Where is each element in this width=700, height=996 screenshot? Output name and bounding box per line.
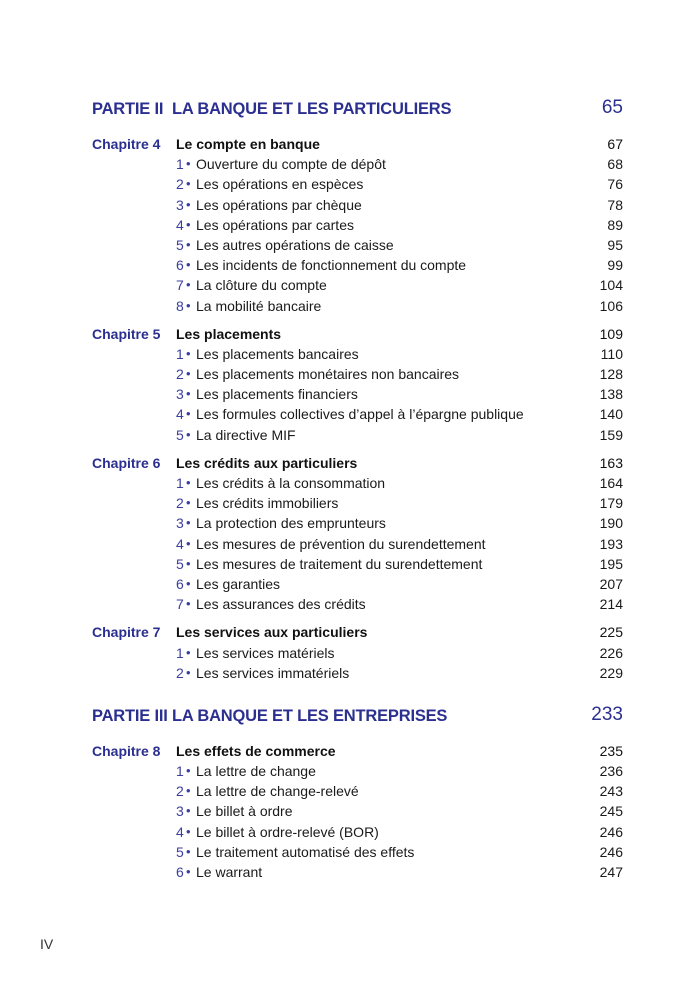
section-index: 2	[176, 366, 184, 383]
bullet-icon: •	[186, 345, 191, 361]
section-label: La clôture du compte	[196, 277, 327, 294]
section-index: 6	[176, 864, 184, 880]
section-page: 226	[599, 644, 623, 661]
section-entry[interactable]	[92, 296, 623, 316]
section-index: 5	[176, 843, 184, 860]
section-label: Les services immatériels	[196, 664, 350, 681]
section-entry[interactable]	[92, 594, 623, 614]
chapter-page: 109	[599, 325, 623, 342]
section-index: 5	[176, 236, 184, 253]
bullet-icon: •	[186, 176, 191, 192]
section-entry[interactable]	[92, 781, 623, 801]
section-page: 190	[599, 515, 623, 532]
section-label: Le warrant	[196, 864, 263, 880]
section-entry[interactable]	[92, 663, 623, 683]
section-entry[interactable]	[92, 364, 623, 384]
bullet-icon: •	[186, 216, 191, 232]
section-entry[interactable]	[92, 574, 623, 594]
section-label: Les services matériels	[196, 644, 335, 661]
section-page: 247	[599, 864, 623, 880]
section-index: 1	[176, 156, 184, 173]
section-index: 1	[176, 763, 184, 780]
section-entry[interactable]	[92, 275, 623, 295]
section-entry[interactable]	[92, 425, 623, 445]
section-label: Les crédits à la consommation	[196, 475, 386, 491]
section-entry[interactable]	[92, 801, 623, 821]
chapter-page: 235	[599, 742, 623, 759]
section-page: 78	[607, 196, 623, 213]
section-entry[interactable]	[92, 404, 623, 424]
section-page: 193	[599, 535, 623, 552]
bullet-icon: •	[186, 803, 191, 819]
section-page: 246	[599, 843, 623, 860]
section-index: 4	[176, 823, 184, 840]
section-page: 159	[599, 426, 623, 443]
section-page: 99	[607, 257, 623, 274]
section-index: 1	[176, 345, 184, 362]
section-page: 138	[599, 386, 623, 403]
section-label: Ouverture du compte de dépôt	[196, 156, 386, 173]
bullet-icon: •	[186, 515, 191, 531]
section-label: Les mesures de traitement du surendettement	[196, 555, 483, 572]
section-page: 104	[599, 277, 623, 294]
section-label: Les garanties	[196, 575, 281, 592]
section-entry[interactable]	[92, 195, 623, 215]
chapter-title: Les crédits aux particuliers	[176, 454, 358, 471]
section-entry[interactable]	[92, 534, 623, 554]
bullet-icon: •	[186, 196, 191, 212]
part-number: PARTIE II	[92, 100, 164, 118]
chapter-page: 163	[599, 454, 623, 471]
chapter-number: Chapitre 5	[92, 325, 161, 342]
table-of-contents	[92, 96, 623, 882]
section-label: Les placements bancaires	[196, 345, 359, 362]
section-index: 3	[176, 803, 184, 820]
chapter-page: 225	[599, 624, 623, 641]
chapter-title: Les services aux particuliers	[176, 624, 368, 641]
bullet-icon: •	[186, 277, 191, 293]
section-page: 246	[599, 823, 623, 840]
section-page: 110	[600, 345, 623, 362]
section-label: La mobilité bancaire	[196, 297, 322, 314]
section-label: Le billet à ordre	[196, 803, 293, 820]
bullet-icon: •	[186, 426, 191, 442]
section-page: 140	[599, 406, 623, 423]
bullet-icon: •	[186, 366, 191, 382]
section-index: 2	[176, 495, 184, 512]
bullet-icon: •	[186, 644, 191, 660]
bullet-icon: •	[186, 475, 191, 490]
bullet-icon: •	[186, 664, 191, 680]
section-index: 4	[176, 216, 184, 233]
section-entry[interactable]	[92, 643, 623, 663]
bullet-icon: •	[186, 297, 191, 313]
bullet-icon: •	[186, 555, 191, 571]
section-label: Les opérations par chèque	[196, 196, 362, 213]
section-entry[interactable]	[92, 842, 623, 862]
section-index: 4	[176, 535, 184, 552]
section-page: 95	[607, 236, 623, 253]
part-page: 233	[591, 703, 623, 725]
section-page: 164	[599, 475, 623, 491]
section-entry[interactable]	[92, 761, 623, 781]
bullet-icon: •	[186, 783, 191, 799]
section-label: La protection des emprunteurs	[196, 515, 386, 532]
section-index: 1	[176, 475, 184, 491]
section-entry[interactable]	[92, 822, 623, 842]
section-entry[interactable]	[92, 235, 623, 255]
section-index: 3	[176, 515, 184, 532]
part-title: LA BANQUE ET LES ENTREPRISES	[172, 706, 448, 725]
section-entry[interactable]	[92, 862, 623, 882]
section-entry[interactable]	[92, 554, 623, 574]
section-index: 4	[176, 406, 184, 423]
bullet-icon: •	[186, 406, 191, 422]
section-entry[interactable]	[92, 344, 623, 364]
bullet-icon: •	[186, 236, 191, 252]
section-label: Les autres opérations de caisse	[196, 236, 394, 253]
section-label: Les mesures de prévention du surendettement	[196, 535, 486, 552]
section-index: 3	[176, 386, 184, 403]
bullet-icon: •	[186, 763, 191, 779]
bullet-icon: •	[186, 257, 191, 273]
chapter-heading[interactable]	[92, 134, 623, 154]
part-page: 65	[601, 97, 623, 118]
chapter-title: Les effets de commerce	[176, 742, 336, 759]
bullet-icon: •	[186, 823, 191, 839]
chapter-heading[interactable]	[92, 741, 623, 761]
section-index: 2	[176, 783, 184, 800]
part-title: LA BANQUE ET LES PARTICULIERS	[172, 100, 452, 118]
section-page: 245	[599, 803, 623, 820]
chapter-page: 67	[607, 136, 623, 152]
chapter-number: Chapitre 8	[92, 742, 161, 759]
section-index: 8	[176, 297, 184, 314]
chapter-heading[interactable]	[92, 622, 623, 642]
section-entry[interactable]	[92, 215, 623, 235]
section-entry[interactable]	[92, 473, 623, 493]
chapter-heading[interactable]	[92, 453, 623, 473]
section-label: Les incidents de fonctionnement du compte	[196, 257, 467, 274]
section-label: Les placements monétaires non bancaires	[196, 366, 460, 383]
chapter-title: Le compte en banque	[176, 136, 320, 152]
section-label: La lettre de change-relevé	[196, 783, 359, 800]
section-page: 243	[599, 783, 623, 800]
section-label: La directive MIF	[196, 426, 296, 443]
bullet-icon: •	[186, 535, 191, 551]
chapter-number: Chapitre 6	[92, 454, 161, 471]
section-index: 3	[176, 196, 184, 213]
section-page: 106	[599, 297, 623, 314]
bullet-icon: •	[186, 596, 191, 612]
bullet-icon: •	[186, 575, 191, 591]
section-index: 5	[176, 555, 184, 572]
section-entry[interactable]	[92, 493, 623, 513]
section-index: 1	[176, 644, 184, 661]
section-page: 214	[599, 596, 623, 613]
chapter-heading[interactable]	[92, 324, 623, 344]
chapter-number: Chapitre 7	[92, 624, 161, 641]
section-label: Les opérations en espèces	[196, 176, 364, 193]
section-entry[interactable]	[92, 513, 623, 533]
section-label: Les formules collectives d’appel à l’épargne publique	[196, 406, 524, 423]
section-entry[interactable]	[92, 154, 623, 174]
section-entry[interactable]	[92, 255, 623, 275]
section-label: Le billet à ordre-relevé (BOR)	[196, 823, 379, 840]
section-index: 6	[176, 257, 184, 274]
section-index: 2	[176, 176, 184, 193]
section-page: 128	[599, 366, 623, 383]
section-page: 179	[599, 495, 623, 512]
part-heading[interactable]	[92, 703, 623, 729]
section-label: Les opérations par cartes	[196, 216, 354, 233]
section-entry[interactable]	[92, 174, 623, 194]
section-index: 6	[176, 575, 184, 592]
section-label: Les placements financiers	[196, 386, 358, 403]
section-index: 2	[176, 664, 184, 681]
chapter-number: Chapitre 4	[92, 136, 161, 152]
section-page: 195	[599, 555, 623, 572]
chapter-title: Les placements	[176, 325, 282, 342]
section-label: Les crédits immobiliers	[196, 495, 339, 512]
section-page: 68	[607, 156, 623, 173]
section-page: 236	[599, 763, 623, 780]
bullet-icon: •	[186, 156, 191, 172]
bullet-icon: •	[186, 495, 191, 511]
part-heading[interactable]	[92, 96, 623, 122]
section-page: 89	[607, 216, 623, 233]
section-index: 7	[176, 277, 184, 294]
page-folio: IV	[40, 936, 54, 952]
section-page: 76	[607, 176, 623, 193]
section-label: Le traitement automatisé des effets	[196, 843, 415, 860]
section-label: Les assurances des crédits	[196, 596, 366, 613]
section-entry[interactable]	[92, 384, 623, 404]
section-page: 229	[599, 664, 623, 681]
section-index: 5	[176, 426, 184, 443]
part-number: PARTIE III	[92, 706, 168, 725]
section-index: 7	[176, 596, 184, 613]
bullet-icon: •	[186, 386, 191, 402]
section-label: La lettre de change	[196, 763, 316, 780]
section-page: 207	[599, 575, 623, 592]
bullet-icon: •	[186, 864, 191, 879]
bullet-icon: •	[186, 843, 191, 859]
